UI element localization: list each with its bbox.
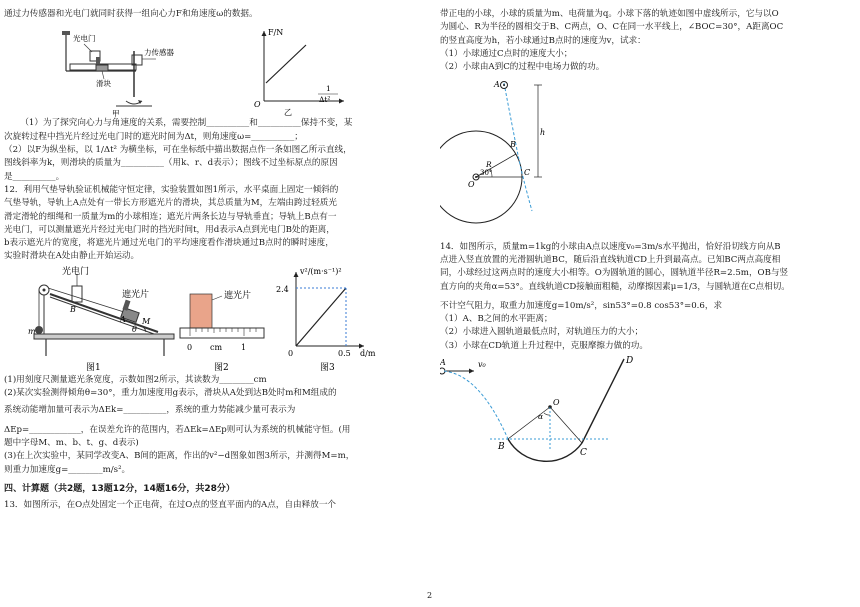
q11-part2-b: 图线斜率为k，则滑块的质量为__________（用k、r、d表示）；图线不过坐标原点的原因 [4, 158, 338, 169]
label-slider: 滑块 [96, 79, 111, 89]
fig2-label-shade: 遮光片 [224, 290, 252, 301]
fig1-label-m-small: m [28, 326, 36, 336]
fig1-label-shade: 遮光片 [122, 289, 150, 300]
graph-yi-axis-y: F/N [268, 28, 284, 38]
fig2-caption: 图2 [214, 362, 229, 373]
q14-label-b: B [498, 442, 505, 453]
figure-q13 [440, 75, 852, 225]
label-jia: 甲 [112, 109, 120, 118]
q14-part2: （2）小球进入圆轨道最低点时，对轨道压力的大小； [440, 327, 644, 338]
graph-yi-axis-x-num: 1 [326, 84, 331, 94]
label-photogate: 光电门 [73, 34, 96, 44]
ruler-one: 1 [241, 342, 247, 352]
q14-label-d: D [626, 356, 634, 367]
q12-part2-b: 系统动能增加量可表示为ΔEk=__________，系统的重力势能减少量可表示为 [4, 405, 296, 416]
section-heading: 四、计算题（共2题，13题12分，14题16分，共28分） [4, 483, 235, 494]
q12-line1: 12．利用气垫导轨验证机械能守恒定律，实验装置如图1所示，水平桌面上固定一倾斜的 [4, 184, 339, 195]
figure-jia-yi [4, 21, 422, 117]
q12-part1: (1)用刻度尺测量遮光条宽度，示数如图2所示，其读数为________cm [4, 374, 267, 385]
right-column [440, 8, 852, 465]
q14-label-a: A [440, 358, 446, 368]
graph-yi-origin: O [254, 100, 261, 110]
ruler-zero: 0 [187, 342, 193, 352]
fig1-label-theta: θ [132, 324, 137, 334]
q13-line1: 13．如图所示，在O点处固定一个正电荷，在过O点的竖直平面内的A点，自由释放一个 [4, 499, 337, 510]
fig1-label-b: B [70, 304, 76, 314]
q14-line4: 直方向的夹角α=53°。直线轨道CD接触面粗糙，动摩擦因素μ=1/3，与圆轨道在C点相切。 [440, 281, 790, 292]
q14-line1: 14．如图所示，质量m=1kg的小球由A点以速度v₀=3m/s水平抛出，恰好沿切线方向从B [440, 241, 781, 252]
q13-circle-figure [440, 75, 852, 225]
q14-part1: （1）A、B之间的水平距离； [440, 314, 553, 325]
q12-figures [4, 264, 422, 374]
q11-part2-a: （2）以F为纵坐标，以 1/Δt² 为横坐标，可在坐标纸中描出数据点作一条如图乙所示直线， [4, 144, 352, 155]
q14-line3: 同，小球经过这两点时的速度大小相等。O为圆轨道的圆心，圆轨道半径R=2.5m，OB与竖 [440, 268, 789, 279]
q13-label-c: C [524, 167, 531, 177]
left-column [4, 8, 422, 512]
q11-part1-b: 次旋转过程中挡光片经过光电门时的遮光时间为Δt，则角速度ω=__________； [4, 131, 303, 142]
q13-label-h: h [540, 127, 546, 137]
q11-part2-c: 是__________。 [4, 171, 65, 182]
q13-label-o: O [468, 179, 475, 189]
q13-line3: 为圆心、R为半径的圆相交于B、C两点，O、C在同一水平线上，∠BOC=30°，A距离OC [440, 22, 784, 33]
q12-line5: b表示遮光片的宽度，将遮光片通过光电门的平均速度看作滑块通过B点时的瞬时速度， [4, 238, 334, 249]
q12-part2-c: ΔEp=____________，在误差允许的范围内，若ΔEk=ΔEp则可认为系统的机械能守恒。(用 [4, 424, 351, 435]
q12-line3: 滑定滑轮的细绳和一质量为m的小球相连；遮光片两条长边与导轨垂直；导轨上B点有一 [4, 211, 337, 222]
label-yi: 乙 [284, 108, 292, 118]
q13-part2: （2）小球由A到C的过程中电场力做的功。 [440, 62, 605, 73]
ruler-unit: cm [210, 342, 223, 352]
q14-part3: （3）小球在CD轨道上升过程中，克服摩擦力做的功。 [440, 340, 648, 351]
fig3-origin: 0 [288, 348, 294, 358]
q13-label-30: 30° [480, 168, 493, 177]
apparatus-figure [4, 21, 422, 117]
fig3-x-tick: 0.5 [338, 348, 351, 358]
figure-q14 [440, 353, 852, 465]
q14-label-c: C [580, 448, 587, 459]
q14-label-v0: v₀ [478, 360, 486, 370]
fig1-label-m-big: M [142, 316, 151, 326]
q13-label-a: A [494, 79, 500, 89]
q14-line2: 点进入竖直放置的光滑圆轨道BC，随后沿直线轨道CD上升到最高点。已知BC两点高度相 [440, 254, 781, 265]
fig1-caption: 图1 [86, 362, 101, 373]
q11-part1-a: （1）为了探究向心力与角速度的关系，需要控制__________和__________保持不变，某 [20, 118, 353, 129]
page-number: 2 [427, 591, 433, 600]
q12-part2-d: 题中字母M、m、b、t、g、d表示) [4, 438, 139, 448]
fig1-label-a: A [120, 314, 126, 324]
q14-label-alpha: α [538, 412, 544, 422]
q12-part2-a: (2)某次实验测得倾角θ=30°，重力加速度用g表示，滑块从A处到达B处时m和M组成的 [4, 388, 337, 399]
q12-line4: 光电门，可以测量遮光片经过光电门时的挡光时间t，用d表示A点到光电门B处的距离， [4, 224, 335, 235]
q12-part3-a: (3)在上次实验中，某同学改变A、B间的距离，作出的v²−d图象如图3所示，并测得M=m， [4, 451, 355, 462]
fig3-caption: 图3 [320, 362, 335, 373]
q12-line2: 气垫导轨，导轨上A点处有一带长方形遮光片的滑块，其总质量为M，左端由跨过轻质光 [4, 198, 337, 209]
fig3-axis-x: d/m [360, 348, 376, 358]
fig1-label-photogate: 光电门 [62, 266, 90, 277]
q14-line5: 不计空气阻力，取重力加速度g=10m/s²，sin53°=0.8 cos53°=0.6，求 [440, 300, 723, 311]
q13-part1: （1）小球通过C点时的速度大小； [440, 48, 573, 59]
q13-line2: 带正电的小球，小球的质量为m、电荷量为q。小球下落的轨迹如图中虚线所示，它与以O [440, 9, 779, 19]
graph-yi-axis-x-den: Δt² [319, 95, 331, 105]
q13-label-r: R [486, 159, 492, 169]
q14-track-figure [440, 353, 852, 465]
fig3-axis-y: v²/(m·s⁻¹)² [300, 266, 342, 276]
figure-q12 [4, 264, 422, 374]
q13-label-b: B [510, 139, 516, 149]
q12-line6: 实验时滑块在A处由静止开始运动。 [4, 251, 140, 262]
label-force-sensor: 力传感器 [144, 48, 174, 58]
intro-line: 通过力传感器和光电门就同时获得一组向心力F和角速度ω的数据。 [4, 9, 258, 19]
fig3-y-tick: 2.4 [276, 284, 289, 294]
q12-part3-b: 则重力加速度g=________m/s²。 [4, 464, 131, 475]
q14-label-o: O [553, 398, 560, 408]
q13-line4: 的竖直高度为h，若小球通过B点时的速度为v，试求： [440, 35, 646, 46]
